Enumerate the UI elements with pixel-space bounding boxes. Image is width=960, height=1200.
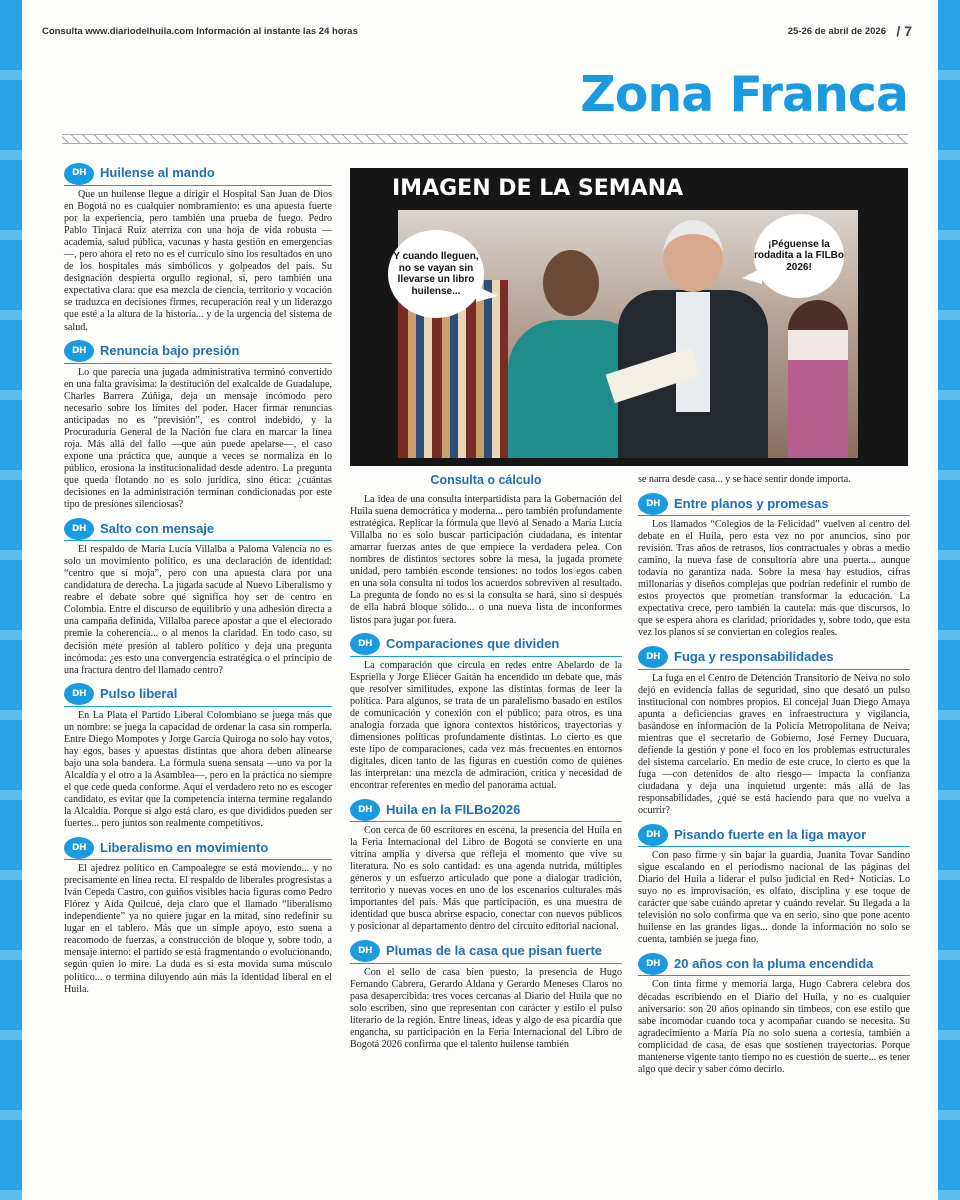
article-title: Huilense al mando [100, 165, 215, 181]
article-heading [638, 823, 910, 847]
article-body: se narra desde casa... y se hace sentir donde importa. [638, 474, 851, 485]
article-heading [350, 798, 622, 822]
article-body: Con tinta firme y memoria larga, Hugo Cabrera celebra dos décadas escribiendo en el Diario del Huila, y no es cualquier aniversario: son 20 años opinando sin timbeos, con ese estilo que sabe incomodar cuando toca y acompañar cuando se necesita. Su agradecimiento a María Pía no solo suena a cortesía, también a complicidad de casa, de esas que sostienen trayectorias. Porque mantenerse vigente tanto tiempo no es cuestión de suerte... es tener algo que decir y saber cómo decirlo. [638, 979, 910, 1075]
dh-logo-icon: DH [350, 633, 380, 655]
article-consulta-o-calculo [350, 474, 622, 627]
speech-bubble-left: Y cuando lleguen, no se vayan sin llevarse un libro huilense... [388, 230, 484, 318]
article-huilense-al-mando [64, 162, 332, 334]
article-title: Fuga y responsabilidades [674, 648, 834, 664]
article-title: Comparaciones que dividen [386, 636, 560, 652]
article-heading [64, 162, 332, 186]
article-body: La comparación que circula en redes entre Abelardo de la Espriella y Jorge Eliécer Gaitán ha encendido un debate que, más que resolver similitudes, expone las distintas formas de leer la política. Para algunos, se trata de un paralelismo basado en estilos de comunicación y conexión con el público; para otros, es una analogía forzada que ignora contextos históricos, trayectorias y dimensiones políticas profundamente distintas. Lo cierto es que este tipo de comparaciones, cada vez más frecuentes en entornos digitales, dicen tanto de las figuras en cuestión como de quienes las interpretan: una mezcla de admiración, crítica y necesidad de encontrar referentes en medio del panorama actual. [350, 659, 622, 792]
article-title: Liberalismo en movimiento [100, 839, 269, 855]
column-left [64, 162, 332, 1002]
image-caption: IMAGEN DE LA SEMANA [392, 176, 684, 201]
article-continuation [638, 474, 910, 486]
article-heading [64, 517, 332, 541]
article-heading [64, 836, 332, 860]
article-body: Con el sello de casa bien puesto, la presencia de Hugo Fernando Cabrera, Gerardo Aldana y Gerardo Meneses Claros no pasa desapercibida: tres voces cercanas al Diario del Huila que no solo escriben, sino que representan con carácter y estilo el pulso literario de la región. Entre líneas, ideas y algo de esa picardía que engancha, su participación en la Feria Internacional del Libro de Bogotá 2026 confirma que el talento huilense también [350, 966, 622, 1050]
dh-logo-icon: DH [64, 163, 94, 185]
article-title: Consulta o cálculo [430, 473, 542, 487]
article-comparaciones-que-dividen [350, 633, 622, 793]
article-title: Pisando fuerte en la liga mayor [674, 826, 867, 842]
header-date: 25-26 de abril de 2026 [787, 26, 886, 37]
article-body: Los llamados “Colegios de la Felicidad” vuelven al centro del debate en el Huila, pero esta vez no por anuncios, sino por revisión. Tras años de retrasos, líos contractuales y obras a medio camino, la nueva fase de consultoría abre una puerta... aunque todavía no garantiza nada. Sobre la mesa hay estudios, cifras millonarias y diseños complejas que podrían redefinir el rumbo de estos proyectos que prometían transformar la educación. La expectativa crece, pero también la cautela: más que discursos, lo que se espera ahora es claridad, prioridades y, sobre todo, que esta vez los planos sí se conviertan en colegios reales. [638, 519, 910, 639]
man-figure [618, 220, 768, 458]
page-number: / 7 [896, 23, 912, 39]
dancer-figure [788, 300, 848, 458]
dh-logo-icon: DH [638, 953, 668, 975]
article-heading [64, 340, 332, 364]
article-body: Lo que parecía una jugada administrativa terminó convertido en una falta gravísima: la destitución del exalcalde de Guadalupe, Charles Barrera Zúñiga, deja un mensaje incómodo pero necesario sobre los límites del poder. Hacer firmar renuncias anticipadas no es “previsión”, es control indebido, y la Procuraduría General de la Nación fue clara en marcar la línea roja. Más allá del fallo —que aún puede apelarse—, el caso expone una práctica que, aunque a veces se normaliza en lo público, erosiona la institucionalidad desde adentro. La pregunta que queda flotando no es solo jurídica, sino ética: ¿cuántas decisiones en la administración terminan condicionadas por este tipo de presiones silenciosas? [64, 366, 332, 511]
dh-logo-icon: DH [64, 837, 94, 859]
dh-logo-icon: DH [350, 940, 380, 962]
column-middle [350, 474, 622, 1057]
article-heading [350, 633, 622, 657]
image-of-the-week [350, 168, 908, 466]
article-entre-planos-y-promesas [638, 492, 910, 639]
article-body: Con cerca de 60 escritores en escena, la presencia del Huila en la Feria Internacional del Libro de Bogotá se convierte en una vitrina amplia y diversa que refleja el momento que vive su literatura. No es solo cantidad: es una agenda nutrida, múltiples géneros y un esfuerzo articulado que pone a dialogar tradición, territorio y nuevas voces en uno de los escenarios culturales más importantes del país. Más que participación, es una muestra de identidad que busca abrirse espacio, conectar con nuevos públicos y posicionar al departamento dentro del circuito editorial nacional. [350, 825, 622, 933]
article-heading [638, 492, 910, 516]
dh-logo-icon: DH [638, 824, 668, 846]
column-right [638, 474, 910, 1082]
article-body: El ajedrez político en Campoalegre se está moviendo... y no precisamente en línea recta. El respaldo de liberales progresistas a Iván Cepeda Castro, con guiños visibles hacia figuras como Pedro Flórez y Aida Quilcué, deja claro que el llamado “liberalismo independiente” ya no quiere jugar en la mitad, sino redefinir su lugar en el tablero. Más que un simple apoyo, esto suena a reacomodo de fuerzas, a construcción de bloque y, sobre todo, a mensaje interno: el partido se está fragmentando o evolucionando, según quien lo mire. La duda es si esta movida suma músculo político... o termina diluyendo aún más la identidad liberal en el Huila. [64, 863, 332, 995]
article-plumas-de-la-casa-que-pisan-fuerte [350, 940, 622, 1051]
speech-bubble-right: ¡Péguense la rodadita a la FILBo 2026! [754, 214, 844, 298]
dh-logo-icon: DH [350, 799, 380, 821]
article-title: Entre planos y promesas [674, 495, 829, 511]
article-fuga-y-responsabilidades [638, 646, 910, 818]
dh-logo-icon: DH [64, 518, 94, 540]
article-title: Renuncia bajo presión [100, 343, 240, 359]
article-body: Que un huilense llegue a dirigir el Hospital San Juan de Dios en Bogotá no es cualquier nombramiento: es una apuesta fuerte por la experiencia, pero también una prueba de fuego. Pedro Pablo Tinjacá Ruiz aterriza con una hoja de vida robusta —academia, salud pública, vacunas y hasta gestión en emergencias—, pero ahora el reto no es el currículo sino los resultados en uno de los hospitales más simbólicos y golpeados del país. Su designación despierta orgullo regional, sí, pero también una expectativa clara: que esa mezcla de ciencia, territorio y vocación se traduzca en decisiones firmes, recuperación real y un liderazgo que esté a la altura de la historia... y de la urgencia del sistema de salud. [64, 189, 332, 333]
article-heading [638, 646, 910, 670]
article-pulso-liberal [64, 683, 332, 830]
article-body: La idea de una consulta interpartidista para la Gobernación del Huila suena democrática y moderna... pero también profundamente estratégica. Replicar la fórmula que llevó al Senado a María Lucía Villalba no es solo buscar participación ciudadana, es intentar amarrar fuerzas antes de que empiece la verdadera pelea. Con nombres de distintos sectores sobre la mesa, la jugada promete unidad, pero también esconde tensiones: no todos los egos caben en una sola consulta ni todos los acuerdos sobreviven al resultado. La pregunta de fondo no es si la consulta se hará, sino si después de ella habrá bloque sólido... o una nueva lista de inconformes listos para jugar por fuera. [350, 494, 622, 626]
dh-logo-icon: DH [64, 340, 94, 362]
article-heading [350, 940, 622, 964]
article-heading [638, 952, 910, 976]
article-title: Pulso liberal [100, 686, 178, 702]
article-pisando-fuerte-en-la-liga-mayor [638, 823, 910, 946]
article-body: El respaldo de María Lucía Villalba a Paloma Valencia no es solo un movimiento político, es una declaración de identidad: “centro que sí moja”, pero con una apuesta clara por una candidatura de derecha. La jugada sacude al Nuevo Liberalismo y reabre el debate sobre qué significa hoy ser de centro en Colombia. Entre el discurso de equilibrio y una adhesión directa a una campaña definida, Villalba parece apostar a que el electorado premie la coherencia... o al menos la claridad. En todo caso, su decisión mete presión al tablero político y deja una pregunta incómoda: ¿es esto una convergencia estratégica o el principio de una fractura dentro del llamado centro? [64, 544, 332, 676]
article-body: La fuga en el Centro de Detención Transitorio de Neiva no solo dejó en evidencia fallas de seguridad, sino que desató un pulso institucional con nombres propios. El concejal Juan Diego Amaya apunta a deficiencias graves en infraestructura y vigilancia, basándose en información de la Policía Metropolitana de Neiva; mientras que el secretario de Gobierno, José Ferney Ducuara, defiende la gestión y pone el foco en los problemas estructurales del sistema carcelario. En medio de este cruce, lo cierto es que la fuga —con detenidos de alto riesgo— impacta la confianza ciudadana y deja una inquietud urgente: más allá de las responsabilidades, ¿qué se está haciendo para que no vuelva a ocurrir? [638, 672, 910, 817]
article-heading [64, 683, 332, 707]
header-site: Consulta www.diariodelhuila.com Información al instante las 24 horas [42, 26, 358, 37]
article-body: Con paso firme y sin bajar la guardia, Juanita Tovar Sandino sigue escalando en el periodismo nacional de las páginas del Diario del Huila a liderar el pulso judicial en Red+ Noticias. Lo suyo no es improvisación, es olfato, disciplina y ese toque de carácter que sabe cuándo apretar y cuándo revelar. Su llegada a la televisión no solo confirma que va en serio, sino que pone acento huilense en las grandes ligas... donde la información no solo se cuenta, también se juega fino. [638, 850, 910, 946]
article-renuncia-bajo-presion [64, 340, 332, 512]
zigzag-divider [62, 134, 908, 144]
dh-logo-icon: DH [638, 646, 668, 668]
article-huila-en-la-filbo2026 [350, 798, 622, 933]
article-liberalismo-en-movimiento [64, 836, 332, 996]
right-border [938, 0, 960, 1200]
article-20-anos-con-la-pluma-encendida [638, 952, 910, 1075]
dh-logo-icon: DH [64, 683, 94, 705]
left-border [0, 0, 22, 1200]
article-title: Salto con mensaje [100, 520, 215, 536]
page-header [42, 23, 912, 40]
article-title: Huila en la FILBo2026 [386, 801, 521, 817]
section-title: Zona Franca [580, 66, 908, 123]
article-salto-con-mensaje [64, 517, 332, 677]
dh-logo-icon: DH [638, 493, 668, 515]
article-title: Plumas de la casa que pisan fuerte [386, 942, 603, 958]
article-title: 20 años con la pluma encendida [674, 955, 874, 971]
article-body: En La Plata el Partido Liberal Colombiano se juega más que un nombre: se juega la capacidad de ordenar la casa sin romperla. Entre Diego Mompotes y Jorge García Quiroga no solo hay votos, hay egos, bases y apuestas distintas que ahora deben alinearse bajo una sola bandera. La fórmula suena sensata —uno va por la Alcaldía y el otro a la Asamblea—, pero en la práctica no siempre el que cede queda conforme. Aquí el verdadero reto no es escoger candidato, es evitar que la competencia interna termine regalando la Alcaldía. Porque si algo está claro, es que divididos pueden ser fuertes... pero juntos son realmente competitivos. [64, 709, 332, 830]
